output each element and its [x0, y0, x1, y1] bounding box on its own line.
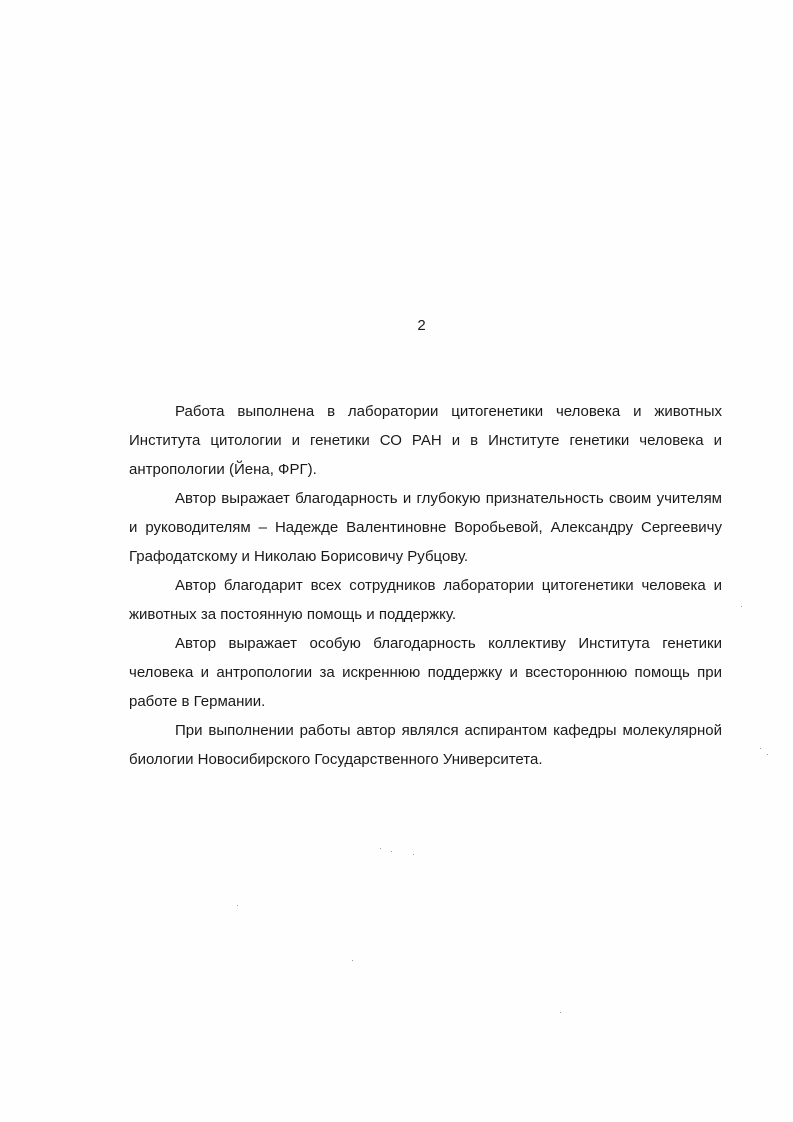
paragraph-thanks-jena-institute: Автор выражает особую благодарность коллективу Института генетики человека и антропологии за искреннюю поддержку и всестороннюю помощь при работе в Германии.	[129, 635, 722, 710]
document-body	[129, 397, 722, 774]
scan-speck	[237, 905, 238, 906]
paragraph-gratitude-supervisors: Автор выражает благодарность и глубокую признательность своим учителям и руководителям – Надежде Валентиновне Воробьевой, Александру Сергеевичу Графодатскому и Николаю Борисовичу Рубцову.	[129, 490, 722, 565]
paragraph-lab-affiliation: Работа выполнена в лаборатории цитогенетики человека и животных Института цитологии и генетики СО РАН и в Институте генетики человека и антропологии (Йена, ФРГ).	[129, 403, 722, 478]
scan-speck	[380, 848, 381, 849]
scan-speck	[741, 606, 742, 607]
scan-speck	[760, 748, 761, 749]
paragraph-postgraduate-status: При выполнении работы автор являлся аспирантом кафедры молекулярной биологии Новосибирского Государственного Университета.	[129, 722, 722, 768]
page-number: 2	[417, 317, 426, 334]
scan-speck	[352, 960, 353, 961]
scan-speck	[391, 851, 392, 852]
scan-speck	[767, 754, 768, 755]
paragraph-thanks-lab-staff: Автор благодарит всех сотрудников лаборатории цитогенетики человека и животных за постоянную помощь и поддержку.	[129, 577, 722, 623]
scan-speck	[413, 854, 414, 855]
scan-speck	[560, 1012, 561, 1013]
